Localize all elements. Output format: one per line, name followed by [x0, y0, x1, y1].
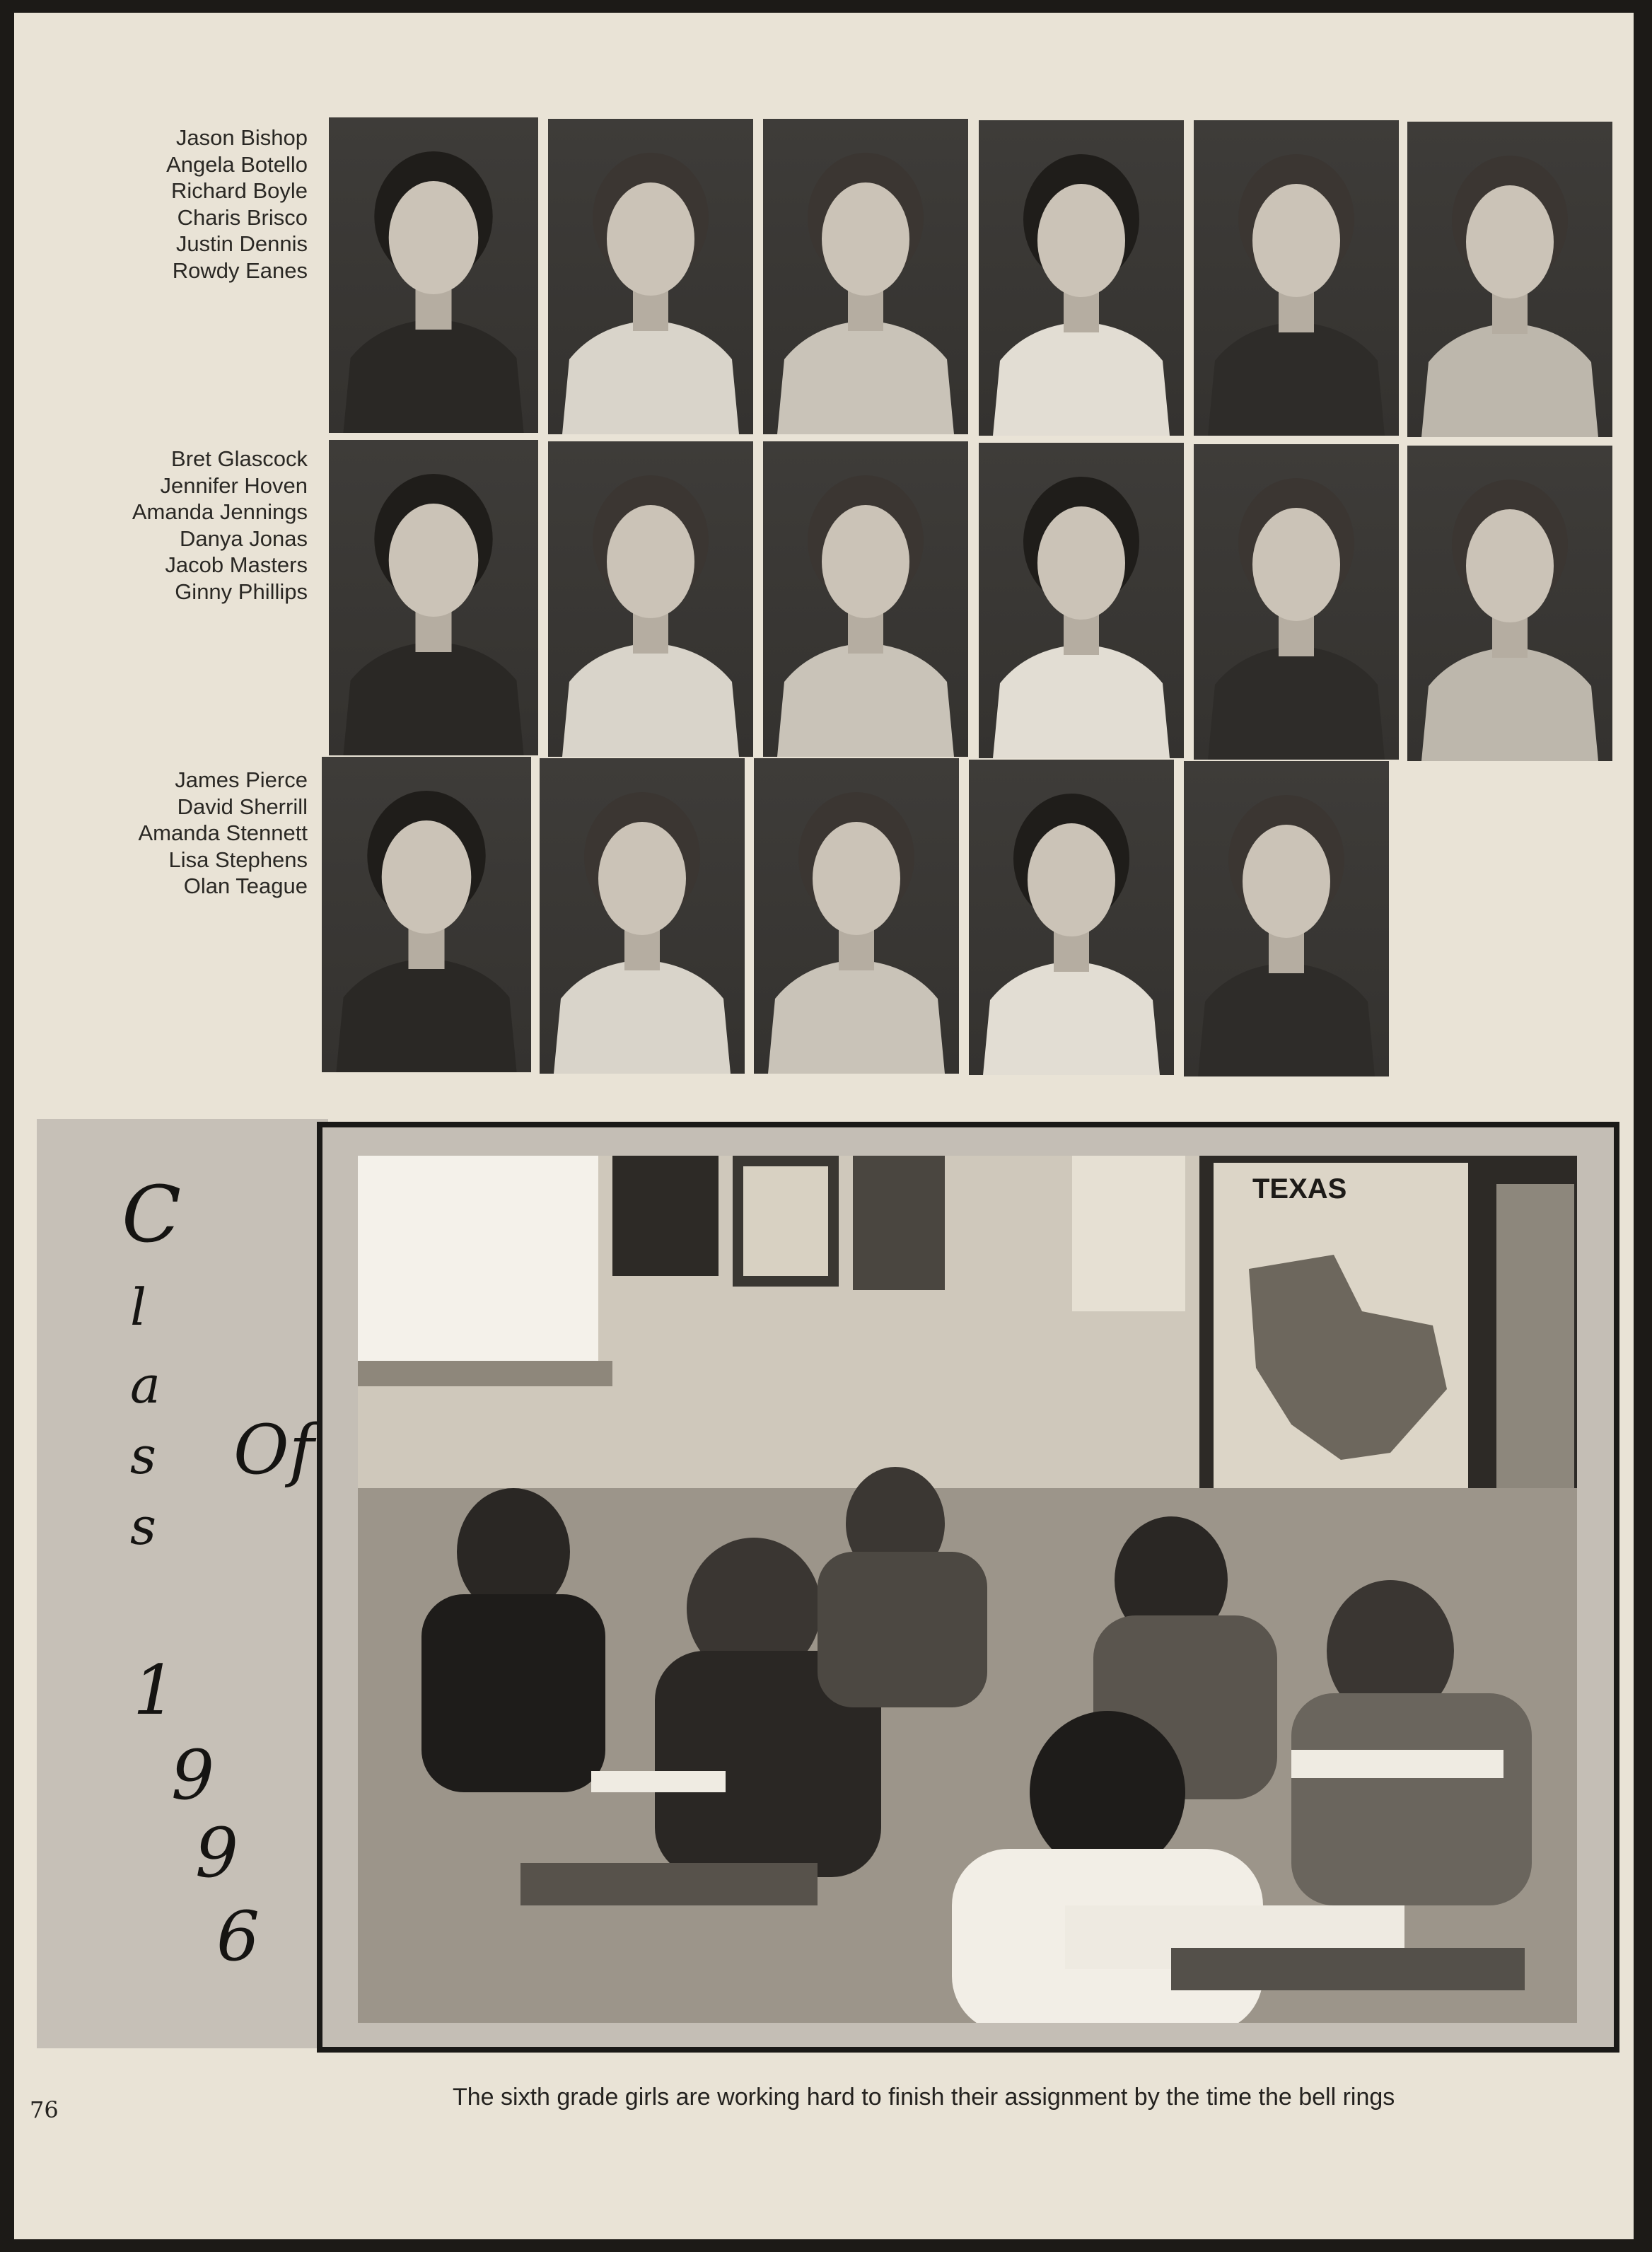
student-portrait — [1407, 446, 1612, 761]
year-digit: 9 — [171, 1736, 215, 1815]
yearbook-page — [14, 13, 1634, 2239]
student-name: Jacob Masters — [165, 552, 308, 577]
student-portrait — [754, 758, 959, 1074]
student-portrait — [979, 443, 1184, 758]
student-portrait — [329, 440, 538, 755]
portrait-silhouette — [1194, 444, 1399, 760]
name-list-row-1 — [25, 124, 308, 284]
bleed-through-title — [269, 27, 1047, 76]
student-portrait — [548, 441, 753, 757]
title-letter: s — [130, 1497, 156, 1556]
student-name: Amanda Stennett — [138, 820, 308, 845]
student-name: Jennifer Hoven — [160, 472, 308, 498]
name-list-row-3 — [25, 767, 308, 900]
portrait-silhouette — [1184, 761, 1389, 1076]
title-letter: C — [122, 1169, 182, 1260]
student-portrait — [329, 117, 538, 433]
student-portrait — [1184, 761, 1389, 1076]
student-name: Bret Glascock — [171, 446, 308, 471]
student-portrait — [322, 757, 531, 1072]
photo-caption: The sixth grade girls are working hard to finish their assignment by the time the bell rings — [453, 2084, 1395, 2111]
student-portrait — [763, 441, 968, 757]
portrait-silhouette — [548, 119, 753, 434]
title-letter: l — [130, 1277, 147, 1337]
student-name: Jason Bishop — [175, 125, 308, 150]
portrait-silhouette — [329, 117, 538, 433]
student-portrait — [1194, 444, 1399, 760]
student-portrait — [1194, 120, 1399, 436]
title-letter: s — [130, 1426, 156, 1485]
portrait-silhouette — [548, 441, 753, 757]
portrait-silhouette — [979, 443, 1184, 758]
year-digit: 6 — [216, 1897, 260, 1976]
portrait-silhouette — [1407, 446, 1612, 761]
student-name: Lisa Stephens — [168, 847, 308, 872]
portrait-silhouette — [763, 441, 968, 757]
portrait-silhouette — [754, 758, 959, 1074]
class-of-1996-panel — [37, 1119, 328, 2048]
student-name: Ginny Phillips — [175, 579, 308, 604]
student-name: Rowdy Eanes — [172, 257, 308, 283]
student-name: Danya Jonas — [180, 526, 308, 551]
student-name: Amanda Jennings — [132, 499, 308, 524]
portrait-silhouette — [1194, 120, 1399, 436]
student-portrait — [1407, 122, 1612, 437]
student-name: Angela Botello — [166, 151, 308, 177]
student-name: James Pierce — [175, 767, 308, 792]
student-portrait — [969, 760, 1174, 1075]
name-list-row-2 — [25, 446, 308, 605]
portrait-silhouette — [540, 758, 745, 1074]
student-name: Justin Dennis — [175, 231, 308, 256]
student-portrait — [979, 120, 1184, 436]
portrait-silhouette — [979, 120, 1184, 436]
texas-map-label: TEXAS — [1252, 1173, 1347, 1205]
classroom-photo — [358, 1156, 1577, 2023]
student-name: Charis Brisco — [177, 204, 308, 230]
classroom-scene-illustration — [358, 1156, 1577, 2023]
student-name: Olan Teague — [183, 873, 308, 898]
portrait-silhouette — [1407, 122, 1612, 437]
portrait-silhouette — [329, 440, 538, 755]
title-letter: a — [130, 1355, 161, 1415]
student-name: Richard Boyle — [171, 178, 308, 203]
student-portrait — [763, 119, 968, 434]
student-portrait — [548, 119, 753, 434]
portrait-silhouette — [969, 760, 1174, 1075]
title-of-word: Of — [233, 1410, 315, 1490]
year-digit: 1 — [133, 1651, 177, 1730]
page-number: 76 — [30, 2096, 59, 2123]
student-portrait — [540, 758, 745, 1074]
portrait-silhouette — [763, 119, 968, 434]
year-digit: 9 — [195, 1813, 239, 1893]
student-name: David Sherrill — [177, 794, 308, 819]
portrait-silhouette — [322, 757, 531, 1072]
